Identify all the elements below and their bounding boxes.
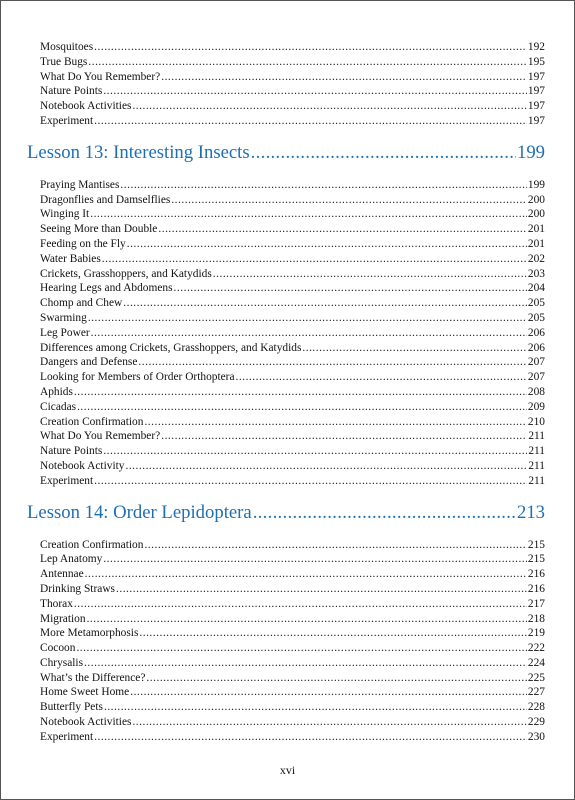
dot-leader <box>116 582 527 597</box>
toc-entry-label: What Do You Remember? <box>40 430 161 443</box>
toc-entry-label: What’s the Difference? <box>40 671 146 684</box>
toc-entry[interactable] <box>40 341 545 356</box>
toc-entry[interactable] <box>40 385 545 400</box>
dot-leader <box>236 370 527 385</box>
toc-entry[interactable] <box>40 311 545 326</box>
toc-entry[interactable] <box>40 671 545 686</box>
dot-leader <box>120 178 526 193</box>
dot-leader <box>144 415 526 430</box>
toc-entry-page: 200 <box>527 193 545 206</box>
toc-entry-page: 225 <box>527 671 545 684</box>
toc-entry[interactable] <box>40 222 545 237</box>
dot-leader <box>127 237 527 252</box>
toc-entry[interactable] <box>40 326 545 341</box>
toc-entry[interactable] <box>40 552 545 567</box>
toc-entry-label: Crickets, Grasshoppers, and Katydids <box>40 267 212 280</box>
toc-entry-page: 219 <box>527 627 545 640</box>
toc-entry-label: Nature Points <box>40 445 103 458</box>
toc-entry-page: 199 <box>527 178 545 191</box>
toc-entry-page: 230 <box>527 730 545 743</box>
dot-leader <box>253 501 516 525</box>
toc-entry-label: Experiment <box>40 730 94 743</box>
dot-leader <box>103 84 527 99</box>
toc-entry[interactable] <box>40 70 545 85</box>
dot-leader <box>251 141 516 165</box>
toc-entry-label: Butterfly Pets <box>40 701 103 714</box>
toc-entry-label: Antennae <box>40 568 84 581</box>
toc-entry[interactable] <box>40 207 545 222</box>
dot-leader <box>171 193 527 208</box>
toc-entry-label: More Metamorphosis <box>40 627 139 640</box>
dot-leader <box>76 641 526 656</box>
toc-entry-label: Leg Power <box>40 326 90 339</box>
toc-entry-label: Nature Points <box>40 85 103 98</box>
dot-leader <box>88 311 527 326</box>
toc-entry-label: Praying Mantises <box>40 178 120 191</box>
toc-entry-page: 215 <box>527 553 545 566</box>
toc-entry[interactable] <box>40 370 545 385</box>
toc-entry-page: 216 <box>527 568 545 581</box>
dot-leader <box>161 70 527 85</box>
toc-entry-label: Hearing Legs and Abdomens <box>40 282 173 295</box>
toc-entry-label: Notebook Activities <box>40 100 132 113</box>
toc-entry-page: 192 <box>527 41 545 53</box>
toc-entry-page: 211 <box>528 474 545 487</box>
toc-entry-page: 217 <box>527 597 545 610</box>
dot-leader <box>77 400 527 415</box>
dot-leader <box>213 267 527 282</box>
toc-entry[interactable] <box>40 237 545 252</box>
toc-entry-page: 209 <box>527 400 545 413</box>
lesson-13-entries <box>40 178 545 489</box>
dot-leader <box>104 700 527 715</box>
dot-leader <box>85 567 527 582</box>
toc-entry-label: What Do You Remember? <box>40 70 161 83</box>
toc-entry-label: Thorax <box>40 597 73 610</box>
toc-entry-label: True Bugs <box>40 55 88 68</box>
toc-entry[interactable] <box>40 700 545 715</box>
toc-entry[interactable] <box>40 567 545 582</box>
toc-entry-page: 206 <box>527 326 545 339</box>
toc-entry[interactable] <box>40 444 545 459</box>
toc-entry-page: 229 <box>527 716 545 729</box>
toc-entry[interactable] <box>40 626 545 641</box>
toc-entry-label: Feeding on the Fly <box>40 237 126 250</box>
dot-leader <box>139 626 527 641</box>
dot-leader <box>74 385 527 400</box>
toc-entry-label: Water Babies <box>40 252 101 265</box>
toc-entry-label: Dangers and Defense <box>40 356 138 369</box>
toc-entry-page: 227 <box>527 686 545 699</box>
toc-entry-label: Experiment <box>40 474 94 487</box>
toc-entry-page: 211 <box>528 445 545 458</box>
lesson-14-heading[interactable] <box>27 501 545 525</box>
table-of-contents <box>27 40 545 745</box>
toc-entry-label: Seeing More than Double <box>40 223 158 236</box>
lesson-13-heading[interactable] <box>27 141 545 165</box>
lesson-page-number: 199 <box>516 141 545 163</box>
lesson-page-number: 213 <box>516 501 545 523</box>
toc-entry[interactable] <box>40 429 545 444</box>
dot-leader <box>302 341 527 356</box>
toc-entry-page: 208 <box>527 385 545 398</box>
toc-entry[interactable] <box>40 400 545 415</box>
dot-leader <box>94 114 527 129</box>
toc-entry-page: 218 <box>527 612 545 625</box>
dot-leader <box>123 296 527 311</box>
dot-leader <box>138 355 526 370</box>
toc-entry-label: Swarming <box>40 311 87 324</box>
toc-entry-page: 210 <box>527 415 545 428</box>
dot-leader <box>102 252 527 267</box>
toc-entry-label: Cocoon <box>40 642 76 655</box>
toc-entry[interactable] <box>40 582 545 597</box>
toc-entry[interactable] <box>40 656 545 671</box>
toc-entry-label: Creation Confirmation <box>40 538 144 551</box>
toc-entry-page: 197 <box>527 100 545 113</box>
toc-entry-label: Notebook Activities <box>40 716 132 729</box>
toc-entry[interactable] <box>40 459 545 474</box>
toc-entry[interactable] <box>40 55 545 70</box>
toc-entry[interactable] <box>40 685 545 700</box>
toc-entry[interactable] <box>40 355 545 370</box>
toc-entry[interactable] <box>40 99 545 114</box>
toc-entry[interactable] <box>40 474 545 489</box>
dot-leader <box>132 715 526 730</box>
dot-leader <box>90 207 527 222</box>
toc-entry-page: 195 <box>527 55 545 68</box>
toc-entry-label: Lep Anatomy <box>40 553 103 566</box>
toc-entry-label: Cicadas <box>40 400 77 413</box>
lesson-title: Lesson 14: Order Lepidoptera <box>27 501 252 523</box>
toc-entry-label: Differences among Crickets, Grasshoppers, and Katydids <box>40 341 302 354</box>
toc-entry[interactable] <box>40 296 545 311</box>
toc-entry-page: 215 <box>527 538 545 551</box>
toc-entry-page: 207 <box>527 371 545 384</box>
dot-leader <box>87 612 527 627</box>
toc-entry-label: Migration <box>40 612 86 625</box>
toc-entry-page: 201 <box>527 237 545 250</box>
dot-leader <box>94 474 527 489</box>
toc-entry-label: Drinking Straws <box>40 582 115 595</box>
dot-leader <box>103 444 527 459</box>
dot-leader <box>94 40 527 55</box>
toc-entry[interactable] <box>40 730 545 745</box>
dot-leader <box>158 222 527 237</box>
toc-entry-page: 207 <box>527 356 545 369</box>
dot-leader <box>125 459 527 474</box>
toc-entry-label: Notebook Activity <box>40 459 125 472</box>
dot-leader <box>174 281 527 296</box>
toc-entry-page: 203 <box>527 267 545 280</box>
toc-entry-page: 205 <box>527 297 545 310</box>
toc-entry-page: 200 <box>527 208 545 221</box>
toc-entry-label: Chomp and Chew <box>40 297 123 310</box>
toc-entry-page: 204 <box>527 282 545 295</box>
toc-entry-page: 228 <box>527 701 545 714</box>
dot-leader <box>130 685 527 700</box>
toc-entry[interactable] <box>40 252 545 267</box>
toc-entry-page: 197 <box>527 70 545 83</box>
dot-leader <box>161 429 527 444</box>
continued-entries <box>40 40 545 129</box>
page-number: xvi <box>279 763 296 777</box>
lesson-14-entries <box>40 538 545 745</box>
dot-leader <box>146 671 526 686</box>
toc-entry-page: 211 <box>528 430 545 443</box>
toc-entry-page: 205 <box>527 311 545 324</box>
toc-entry[interactable] <box>40 641 545 656</box>
toc-entry[interactable] <box>40 597 545 612</box>
toc-entry-label: Aphids <box>40 385 73 398</box>
toc-entry-label: Chrysalis <box>40 656 84 669</box>
toc-entry-label: Looking for Members of Order Orthoptera <box>40 371 235 384</box>
toc-entry[interactable] <box>40 193 545 208</box>
dot-leader <box>103 552 527 567</box>
toc-entry[interactable] <box>40 178 545 193</box>
toc-entry-page: 222 <box>527 642 545 655</box>
toc-entry[interactable] <box>40 84 545 99</box>
dot-leader <box>94 730 527 745</box>
toc-entry-label: Home Sweet Home <box>40 686 130 699</box>
toc-entry[interactable] <box>40 281 545 296</box>
toc-entry-label: Creation Confirmation <box>40 415 144 428</box>
dot-leader <box>144 538 526 553</box>
dot-leader <box>91 326 527 341</box>
toc-entry-page: 216 <box>527 582 545 595</box>
toc-entry-label: Dragonflies and Damselflies <box>40 193 171 206</box>
toc-entry[interactable] <box>40 267 545 282</box>
dot-leader <box>84 656 527 671</box>
toc-entry[interactable] <box>40 612 545 627</box>
toc-entry[interactable] <box>40 114 545 129</box>
toc-entry-label: Mosquitoes <box>40 41 94 53</box>
toc-entry[interactable] <box>40 415 545 430</box>
toc-entry-page: 197 <box>527 85 545 98</box>
lesson-title: Lesson 13: Interesting Insects <box>27 141 250 163</box>
toc-entry[interactable] <box>40 715 545 730</box>
toc-entry-label: Experiment <box>40 114 94 127</box>
toc-entry[interactable] <box>40 40 545 55</box>
toc-entry-page: 202 <box>527 252 545 265</box>
dot-leader <box>88 55 527 70</box>
toc-entry-page: 224 <box>527 656 545 669</box>
dot-leader <box>74 597 527 612</box>
toc-entry-page: 211 <box>528 459 545 472</box>
toc-entry[interactable] <box>40 538 545 553</box>
toc-entry-page: 197 <box>527 114 545 127</box>
toc-entry-label: Winging It <box>40 208 90 221</box>
toc-entry-page: 201 <box>527 223 545 236</box>
dot-leader <box>132 99 526 114</box>
toc-entry-page: 206 <box>527 341 545 354</box>
